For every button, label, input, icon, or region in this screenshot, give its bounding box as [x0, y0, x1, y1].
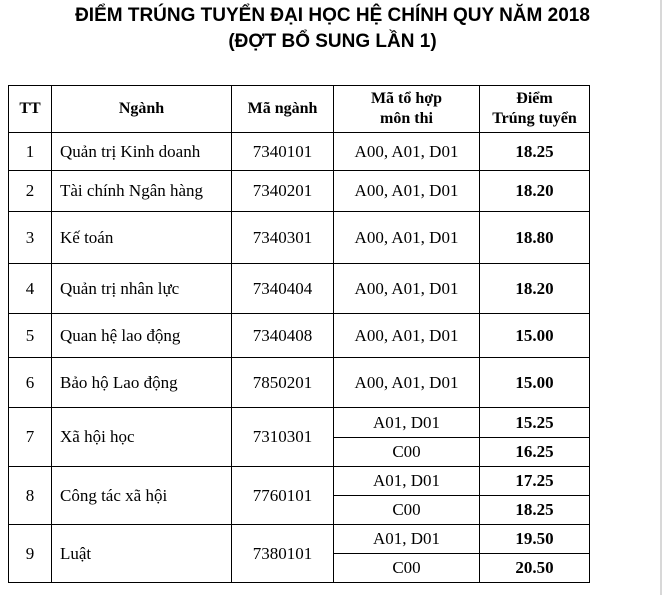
- cell-tt: 6: [9, 358, 52, 408]
- table-header-row: [9, 86, 590, 133]
- cell-code: 7340201: [232, 171, 334, 212]
- header-combo: [334, 86, 480, 133]
- header-score-line1: Điểm: [516, 90, 553, 107]
- cell-score: 18.25: [480, 133, 590, 171]
- header-code: Mã ngành: [232, 86, 334, 133]
- cell-tt: 1: [9, 133, 52, 171]
- header-score-line2: Trúng tuyển: [492, 110, 577, 127]
- cell-tt: 3: [9, 212, 52, 264]
- cell-code: 7340404: [232, 264, 334, 314]
- cell-combo: A00, A01, D01: [334, 314, 480, 358]
- table-row: [9, 171, 590, 212]
- page-edge: [660, 0, 662, 595]
- cell-code: 7310301: [232, 408, 334, 467]
- cell-combo: A00, A01, D01: [334, 264, 480, 314]
- cell-score: 18.25: [480, 496, 590, 525]
- cell-major: Tài chính Ngân hàng: [52, 171, 232, 212]
- header-score: [480, 86, 590, 133]
- cell-code: 7340301: [232, 212, 334, 264]
- cell-major: Kế toán: [52, 212, 232, 264]
- cell-combo: C00: [334, 554, 480, 583]
- cell-score: 18.20: [480, 264, 590, 314]
- cell-code: 7760101: [232, 467, 334, 525]
- cell-score: 18.80: [480, 212, 590, 264]
- header-tt: TT: [9, 86, 52, 133]
- table-row: [9, 133, 590, 171]
- cell-tt: 2: [9, 171, 52, 212]
- cell-code: 7380101: [232, 525, 334, 583]
- cell-code: 7340408: [232, 314, 334, 358]
- cell-combo: A00, A01, D01: [334, 133, 480, 171]
- cell-major: Bảo hộ Lao động: [52, 358, 232, 408]
- header-combo-line1: Mã tổ hợp: [370, 90, 443, 107]
- cell-combo: A00, A01, D01: [334, 358, 480, 408]
- admission-scores-table: [8, 85, 590, 583]
- header-major: Ngành: [52, 86, 232, 133]
- cell-score: 20.50: [480, 554, 590, 583]
- cell-score: 16.25: [480, 438, 590, 467]
- document-subtitle: (ĐỢT BỔ SUNG LẦN 1): [228, 31, 437, 52]
- table-row: [9, 408, 590, 438]
- cell-combo: A01, D01: [334, 525, 480, 554]
- table-row: [9, 467, 590, 496]
- cell-tt: 9: [9, 525, 52, 583]
- cell-combo: C00: [334, 496, 480, 525]
- cell-code: 7340101: [232, 133, 334, 171]
- table-row: [9, 525, 590, 554]
- table-row: [9, 358, 590, 408]
- cell-combo: A00, A01, D01: [334, 171, 480, 212]
- cell-score: 17.25: [480, 467, 590, 496]
- cell-tt: 5: [9, 314, 52, 358]
- table-row: [9, 264, 590, 314]
- cell-score: 15.25: [480, 408, 590, 438]
- table-row: [9, 212, 590, 264]
- table-row: [9, 314, 590, 358]
- cell-tt: 8: [9, 467, 52, 525]
- cell-score: 18.20: [480, 171, 590, 212]
- cell-score: 19.50: [480, 525, 590, 554]
- cell-major: Xã hội học: [52, 408, 232, 467]
- cell-combo: A00, A01, D01: [334, 212, 480, 264]
- cell-major: Luật: [52, 525, 232, 583]
- cell-code: 7850201: [232, 358, 334, 408]
- header-combo-line2: môn thi: [380, 110, 433, 127]
- cell-major: Công tác xã hội: [52, 467, 232, 525]
- cell-score: 15.00: [480, 358, 590, 408]
- cell-combo: C00: [334, 438, 480, 467]
- cell-major: Quản trị nhân lực: [52, 264, 232, 314]
- cell-major: Quản trị Kinh doanh: [52, 133, 232, 171]
- document-title: ĐIỂM TRÚNG TUYỂN ĐẠI HỌC HỆ CHÍNH QUY NĂM 2018: [75, 5, 590, 26]
- cell-tt: 4: [9, 264, 52, 314]
- cell-tt: 7: [9, 408, 52, 467]
- cell-major: Quan hệ lao động: [52, 314, 232, 358]
- cell-combo: A01, D01: [334, 408, 480, 438]
- cell-score: 15.00: [480, 314, 590, 358]
- cell-combo: A01, D01: [334, 467, 480, 496]
